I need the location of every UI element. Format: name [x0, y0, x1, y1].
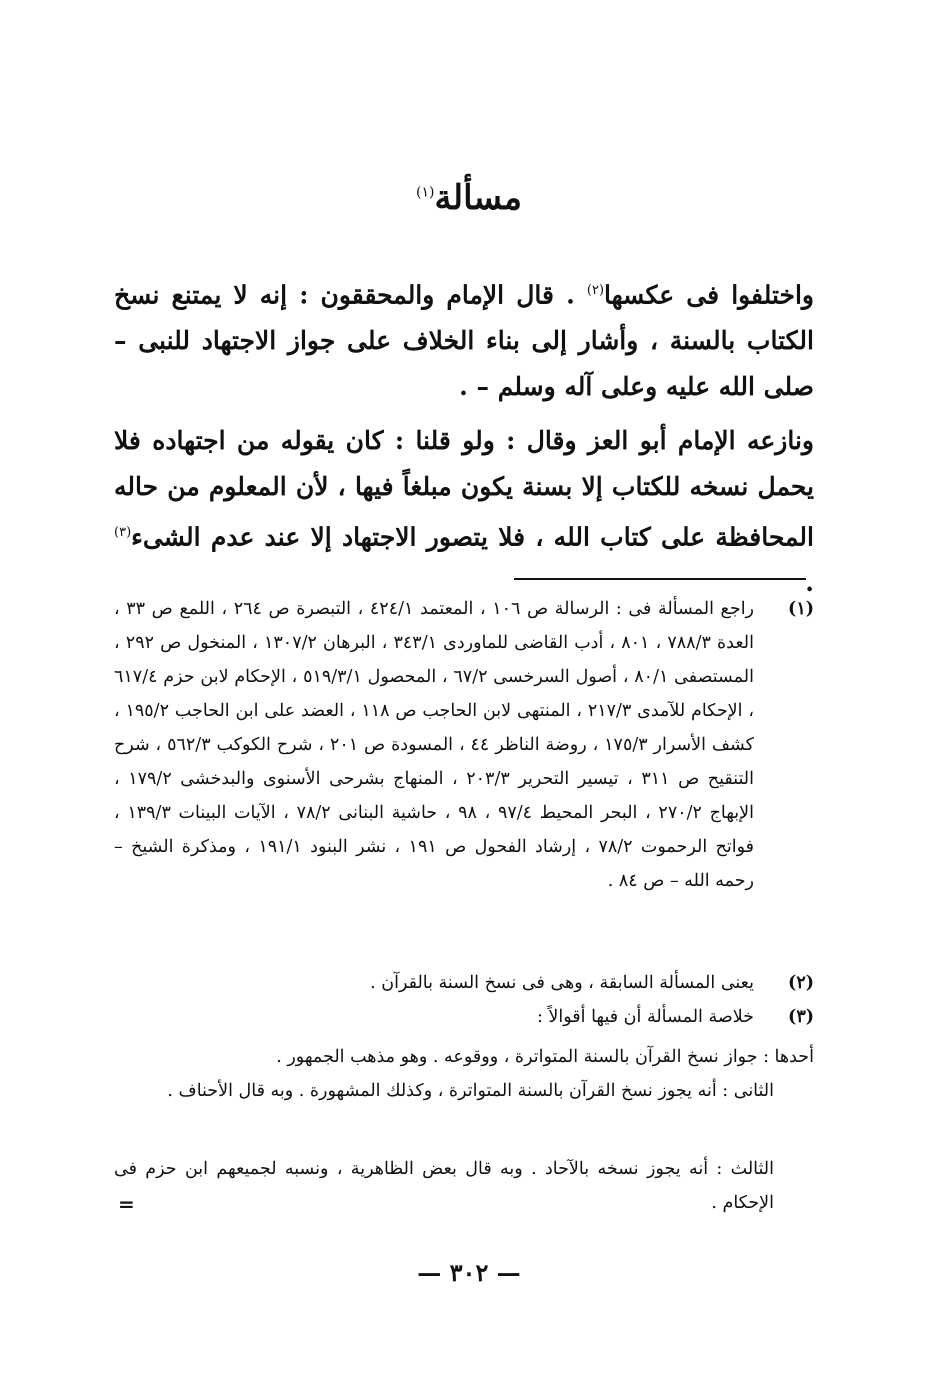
continuation-mark: = [118, 1192, 135, 1216]
footnote-2-text: يعنى المسألة السابقة ، وهى فى نسخ السنة بالقرآن . [370, 973, 754, 993]
paragraph-2-text-a: ونازعه الإمام أبو العز وقال : ولو قلنا : كان يقوله من اجتهاده فلا يحمل نسخه للكتاب إلا بسنة يكون مبلغاً فيها ، لأن المعلوم من حاله المحافظة على كتاب الله ، فلا يتصور الاجتهاد إلا عند عدم الشىء [114, 426, 814, 552]
title-text: مسألة [434, 178, 522, 218]
footnote-separator [514, 578, 806, 580]
footnote-3-number: (٣) [788, 1007, 814, 1027]
page-number: — ٣٠٢ — [417, 1258, 521, 1287]
paragraph-1 [114, 268, 814, 410]
page-title [0, 178, 938, 218]
footnote-3-opinion-3: الثالث : أنه يجوز نسخه بالآحاد . وبه قال بعض الظاهرية ، ونسبه لجميعهم ابن حزم فى الإحكام . [114, 1159, 774, 1213]
footnote-1-number: (١) [788, 599, 814, 619]
footnote-3-opinion-1: أحدها : جواز نسخ القرآن بالسنة المتواترة ، ووقوعه . وهو مذهب الجمهور . [276, 1047, 814, 1067]
footnote-3-text: خلاصة المسألة أن فيها أقوالاً : [536, 1007, 754, 1027]
note-ref-3: (٣) [114, 525, 132, 540]
paragraph-1-text-b: . قال الإمام والمحققون : إنه لا يمتنع نسخ الكتاب بالسنة ، وأشار إلى بناء الخلاف على جواز الاجتهاد للنبى – صلى الله عليه وعلى آله وسلم – . [114, 280, 814, 402]
footnote-3-opinion-2: الثانى : أنه يجوز نسخ القرآن بالسنة المتواترة ، وكذلك المشهورة . وبه قال الأحناف . [167, 1081, 774, 1101]
paragraph-2-text-b: . [805, 568, 814, 598]
title-note-ref: (١) [416, 184, 435, 201]
footnote-1 [114, 592, 814, 898]
note-ref-2: (٢) [586, 283, 605, 298]
footnote-2-number: (٢) [788, 973, 814, 993]
footnote-2 [114, 966, 814, 1000]
footnote-1-text: راجع المسألة فى : الرسالة ص ١٠٦ ، المعتمد ٤٢٤/١ ، التبصرة ص ٢٦٤ ، اللمع ص ٣٣ ، العدة ٧٨٨/٣ ، ٨٠١ ، أدب القاضى للماوردى ٣٤٣/١ ، البرهان ١٣٠٧/٢ ، المنخول ص ٢٩٢ ، المستصفى ٨٠/١ ، أصول السرخسى ٦٧/٢ ، المحصول ٥١٩/٣/١ ، الإحكام لابن حزم ٦١٧/٤ ، الإحكام للآمدى ٢١٧/٣ ، المنتهى لابن الحاجب ص ١١٨ ، العضد على ابن الحاجب ١٩٥/٢ ، كشف الأسرار ١٧٥/٣ ، روضة الناظر ٤٤ ، المسودة ص ٢٠١ ، شرح الكوكب ٥٦٢/٣ ، شرح التنقيح ص ٣١١ ، تيسير التحرير ٢٠٣/٣ ، المنهاج بشرحى الأسنوى والبدخشى ١٧٩/٢ ، الإبهاج ٢٧٠/٢ ، البحر المحيط ٩٧/٤ ، ٩٨ ، حاشية البنانى ٧٨/٢ ، الآيات البينات ١٣٩/٣ ، فواتح الرحموت ٧٨/٢ ، إرشاد الفحول ص ١٩١ ، نشر البنود ١٩١/١ ، ومذكرة الشيخ – رحمه الله – ص ٨٤ . [114, 599, 755, 891]
footnote-3 [114, 1000, 814, 1034]
paragraph-1-text-a: واختلفوا فى عكسها [604, 280, 814, 310]
